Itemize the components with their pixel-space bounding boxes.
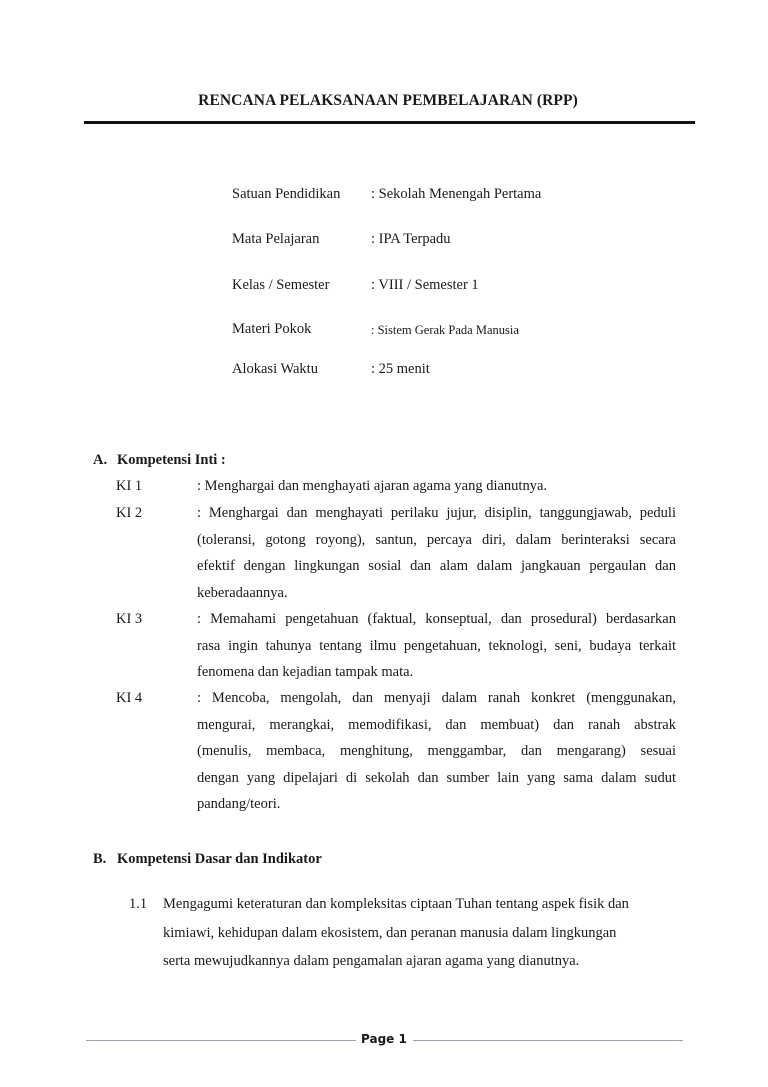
ki-3-text [197, 606, 676, 686]
identity-value: : 25 menit [371, 361, 430, 377]
ki-1-text [197, 473, 676, 500]
ki-4-label: KI 4 [116, 690, 143, 706]
identity-label: Kelas / Semester [232, 277, 330, 293]
page-number: Page 1 [361, 1032, 407, 1046]
text-line: (toleransi, gotong royong), santun, percaya diri, dalam berinteraksi secara [197, 531, 676, 548]
text-line: pandang/teori. [197, 796, 281, 812]
text-line: : Menghargai dan menghayati perilaku jujur, disiplin, tanggungjawab, peduli [197, 505, 676, 521]
footer-rule-left [86, 1040, 356, 1041]
text-line: keberadaannya. [197, 584, 288, 601]
section-letter: B. [93, 851, 107, 867]
ki-3-label: KI 3 [116, 611, 143, 627]
identity-value: : IPA Terpadu [371, 231, 451, 247]
text-line: efektif dengan lingkungan sosial dan alam dalam jangkauan pergaulan dan [197, 558, 676, 574]
identity-label: Materi Pokok [232, 321, 312, 337]
identity-value: : Sekolah Menengah Pertama [371, 186, 542, 202]
text-line: kimiawi, kehidupan dalam ekosistem, dan peranan manusia dalam lingkungan [163, 924, 617, 941]
kd-text [163, 890, 683, 976]
text-line: rasa ingin tahunya tentang ilmu pengetahuan, teknologi, seni, budaya terkait [197, 637, 676, 654]
ki-2-label: KI 2 [116, 505, 143, 521]
text-line: : Mencoba, mengolah, dan menyaji dalam ranah konkret (menggunakan, [197, 690, 676, 706]
footer-rule-right [413, 1040, 683, 1041]
section-title: Kompetensi Inti : [117, 452, 226, 468]
text-line: Mengagumi keteraturan dan kompleksitas ciptaan Tuhan tentang aspek fisik dan [163, 896, 629, 912]
text-line: mengurai, merangkai, memodifikasi, dan membuat) dan ranah abstrak [197, 716, 676, 733]
text-line: serta mewujudkannya dalam pengamalan ajaran agama yang dianutnya. [163, 953, 580, 969]
ki-1-label: KI 1 [116, 478, 143, 494]
document-title: RENCANA PELAKSANAAN PEMBELAJARAN (RPP) [198, 92, 578, 109]
text-line: : Memahami pengetahuan (faktual, konseptual, dan prosedural) berdasarkan [197, 611, 676, 627]
text-line: dengan yang dipelajari di sekolah dan sumber lain yang sama dalam sudut [197, 769, 676, 786]
identity-label: Satuan Pendidikan [232, 186, 341, 202]
ki-2-text [197, 500, 676, 606]
text-line: (menulis, membaca, menghitung, menggambar, dan mengarang) sesuai [197, 743, 676, 759]
text-line: fenomena dan kejadian tampak mata. [197, 664, 414, 680]
text-line: : Menghargai dan menghayati ajaran agama yang dianutnya. [197, 478, 548, 494]
kd-number: 1.1 [129, 896, 148, 912]
identity-label: Mata Pelajaran [232, 231, 320, 247]
identity-value: : VIII / Semester 1 [371, 277, 479, 293]
identity-value: : Sistem Gerak Pada Manusia [371, 323, 519, 337]
ki-4-text [197, 685, 676, 818]
section-title: Kompetensi Dasar dan Indikator [117, 851, 322, 867]
identity-label: Alokasi Waktu [232, 361, 318, 377]
title-underline [84, 121, 695, 124]
section-letter: A. [93, 452, 108, 468]
